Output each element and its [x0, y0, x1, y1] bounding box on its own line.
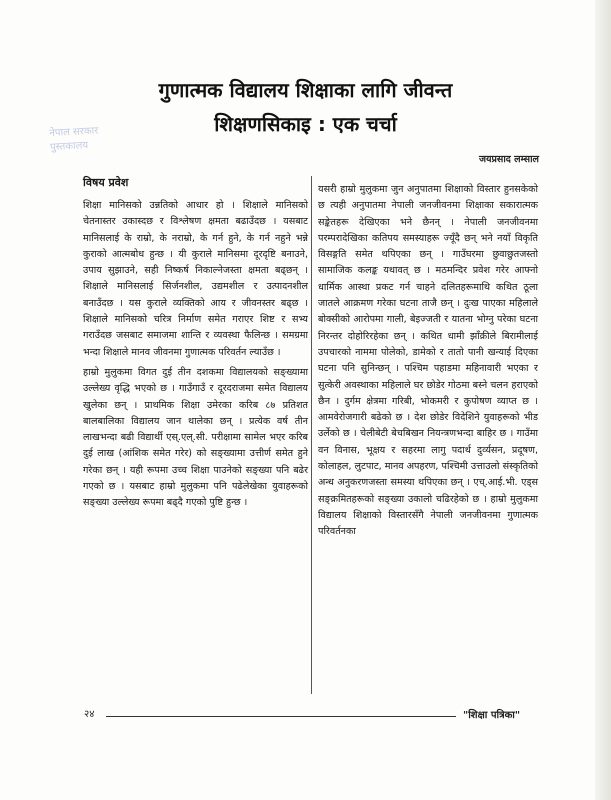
right-column — [318, 182, 538, 545]
footer-rule — [106, 716, 456, 717]
column-divider — [311, 176, 312, 694]
author-name: जयप्रसाद लम्साल — [478, 154, 539, 165]
stamp-line-2: पुस्तकालय — [49, 140, 89, 154]
article-title-line-2: शिक्षणसिकाइ : एक चर्चा — [214, 112, 397, 136]
left-paragraph-2: हाम्रो मुलुकमा विगत दुई तीन दशकमा विद्यालयको सङ्ख्यामा उल्लेख्य वृद्धि भएको छ । गाउँगाउँ र दूरदराजमा समेत विद्यालय खुलेका छन् । प्राथमिक शिक्षा उमेरका करिब ८७ प्रतिशत बालबालिका विद्यालय जान थालेका छन् । प्रत्येक वर्ष तीन लाखभन्दा बढी विद्यार्थी एस्.एल्.सी. परीक्षामा सामेल भएर करिब दुई लाख (आंशिक समेत गरेर) को सङ्ख्यामा उत्तीर्ण समेत हुने गरेका छन् । यही रूपमा उच्च शिक्षा पाउनेको सङ्ख्या पनि बढेर गएको छ । यसबाट हाम्रो मुलुकमा पनि पढेलेखेका युवाहरूको सङ्ख्या उल्लेख्य रूपमा बढ्दै गएको पुष्टि हुन्छ । — [83, 366, 308, 509]
stamp-line-1: नेपाल सरकार — [49, 125, 99, 140]
section-heading: विषय प्रवेश — [83, 176, 129, 189]
article-title-line-1: गुणात्मक विद्यालय शिक्षाका लागि जीवन्त — [158, 78, 453, 102]
page-number: २४ — [84, 709, 95, 720]
publication-name: "शिक्षा पत्रिका" — [463, 710, 521, 721]
left-paragraph-1: शिक्षा मानिसको उन्नतिको आधार हो । शिक्षाले मानिसको चेतनास्तर उकास्दछ र विश्लेषण क्षमता बढाउँदछ । यसबाट मानिसलाई के राम्रो, के नराम्रो, के गर्न हुने, के गर्न नहुने भन्ने कुराको आत्मबोध हुन्छ । यी कुराले मानिसमा दूरदृष्टि बनाउने, उपाय सुझाउने, सही निष्कर्ष निकाल्नेजस्ता क्षमता बढ्छन् । शिक्षाले मानिसलाई सिर्जनशील, उद्यमशील र उत्पादनशील बनाउँदछ । यस कुराले व्यक्तिको आय र जीवनस्तर बढ्छ । शिक्षाले मानिसको चरित्र निर्माण समेत गराएर शिष्ट र सभ्य गराउँदछ जसबाट समाजमा शान्ति र व्यवस्था फैलिन्छ । समग्रमा भन्दा शिक्षाले मानव जीवनमा गुणात्मक परिवर्तन ल्याउँछ । — [83, 200, 308, 358]
right-paragraph-1: यसरी हाम्रो मुलुकमा जुन अनुपातमा शिक्षाको विस्तार हुनसकेको छ त्यही अनुपातमा नेपाली जनजीवनमा शिक्षाका सकारात्मक सङ्केतहरू देखिएका भने छैनन् । नेपाली जनजीवनमा परम्परादेखिका कतिपय समस्याहरू ज्यूँदै छन् भने नयाँ विकृति विसङ्गति समेत थपिएका छन् । गाउँघरमा छुवाछुतजस्तो सामाजिक कलङ्क यथावत् छ । मठमन्दिर प्रवेश गरेर आफ्नो धार्मिक आस्था प्रकट गर्न चाहने दलितहरूमाथि कथित ठूला जातले आक्रमण गरेका घटना ताजै छन् । दुःख पाएका महिलाले बोक्सीको आरोपमा गाली, बेइज्जती र यातना भोग्नु परेका घटना निरन्तर दोहोरिरहेका छन् । कथित धामी झाँक्रीले बिरामीलाई उपचारको नाममा पोलेको, डामेको र तातो पानी खन्याई दिएका घटना पनि सुनिन्छन् । पश्चिम पहाडमा महिनावारी भएका र सुत्केरी अवस्थाका महिलाले घर छोडेर गोठमा बस्ने चलन हराएको छैन । दुर्गम क्षेत्रमा गरिबी, भोकमरी र कुपोषण व्याप्त छ । आमवेरोजगारी बढेको छ । देश छोडेर विदेशिने युवाहरूको भीड उर्लेको छ । चेलीबेटी बेचबिखन नियन्त्रणभन्दा बाहिर छ । गाउँमा वन विनास, भूक्षय र सहरमा लागु पदार्थ दुर्व्यसन, प्रदूषण, कोलाहल, लुटपाट, मानव अपहरण, पश्चिमी उत्ताउलो संस्कृतिको अन्ध अनुकरणजस्ता समस्या थपिएका छन् । एच्.आई.भी. एड्स सङ्क्रमितहरूको सङ्ख्या उकालो चढिरहेको छ । हाम्रो मुलुकमा विद्यालय शिक्षाको विस्तारसँगै नेपाली जनजीवनमा गुणात्मक परिवर्तनका — [318, 184, 538, 538]
left-column — [83, 176, 308, 516]
